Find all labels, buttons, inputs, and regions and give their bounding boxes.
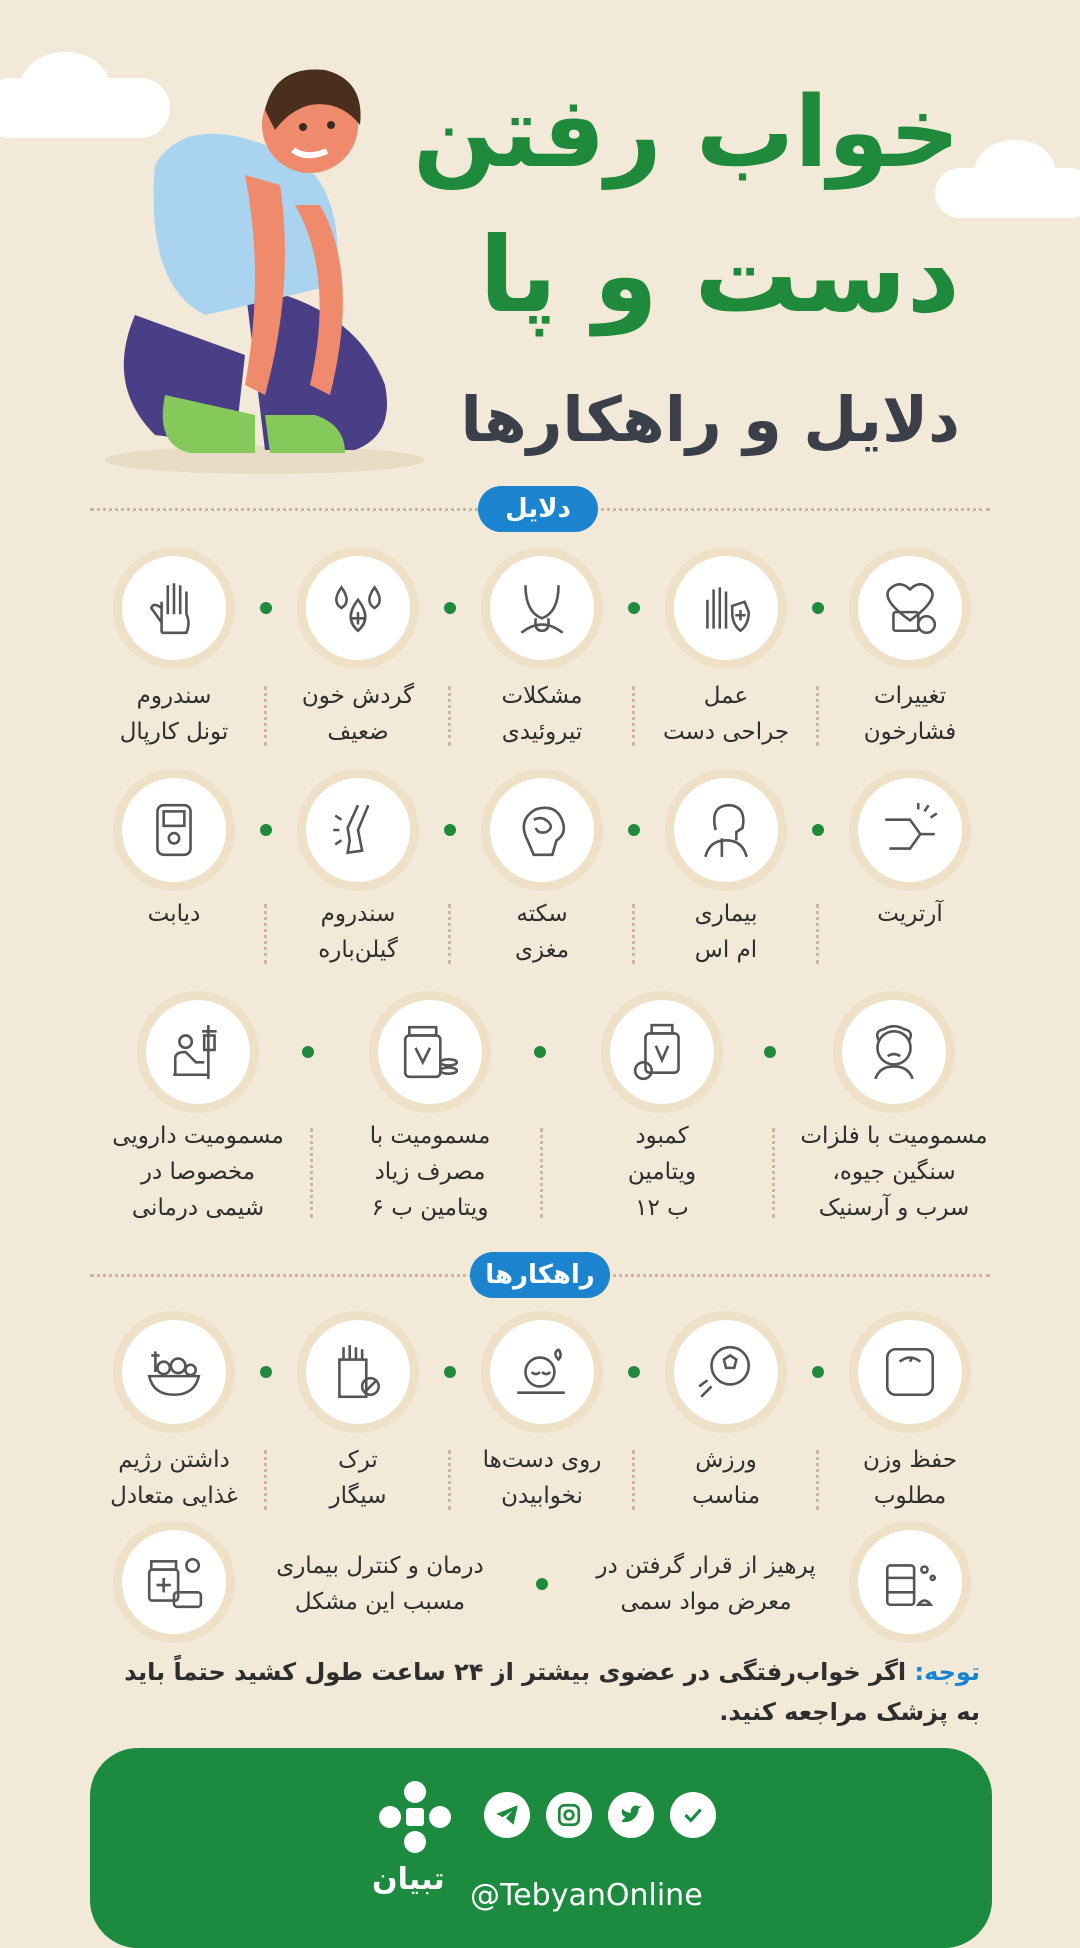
solution-label: داشتن رژیم غذایی متعادل <box>110 1447 238 1509</box>
title-line3: دلایل و راهکارها <box>460 383 960 456</box>
check-icon[interactable] <box>670 1792 716 1838</box>
cause-label: مسمومیت با مصرف زیاد ویتامین ب ۶ <box>369 1123 491 1221</box>
brand-logo-icon <box>378 1780 452 1854</box>
cause-label: مشکلات تیروئیدی <box>501 683 583 745</box>
solution-exercise <box>674 1320 778 1424</box>
sleeping-icon <box>511 1341 573 1403</box>
cause-blood-pressure <box>858 556 962 660</box>
solution-separator <box>816 1450 819 1510</box>
cause-label: تغییرات فشارخون <box>863 683 957 745</box>
cause-label: مسمومیت دارویی مخصوصا در شیمی درمانی <box>112 1123 284 1221</box>
title-line2: دست و پا <box>479 214 960 336</box>
cause-label: عمل جراحی دست <box>662 683 790 745</box>
cause-dot <box>764 1046 776 1058</box>
cause-thyroid <box>490 556 594 660</box>
thyroid-icon <box>511 577 573 639</box>
solution-quit-smoking <box>306 1320 410 1424</box>
poisoned-face-icon <box>863 1021 925 1083</box>
cloud-right-puff <box>975 140 1055 200</box>
cause-b12-deficiency <box>610 1000 714 1104</box>
joint-pain-icon <box>879 799 941 861</box>
footer <box>90 1748 992 1948</box>
instagram-icon[interactable] <box>546 1792 592 1838</box>
cause-dot <box>444 602 456 614</box>
solution-avoid-toxins <box>858 1530 962 1634</box>
brand-name: تبیان <box>372 1862 445 1897</box>
cause-drug-poisoning <box>146 1000 250 1104</box>
leg-icon <box>327 799 389 861</box>
cause-separator <box>448 686 451 746</box>
cause-separator <box>264 904 267 964</box>
cause-separator <box>540 1128 543 1218</box>
footer-handle[interactable]: @TebyanOnline <box>470 1878 703 1913</box>
cause-hand-surgery <box>674 556 778 660</box>
solution-label: روی دست‌ها نخوابیدن <box>482 1447 602 1509</box>
cause-guillain-barre <box>306 778 410 882</box>
cause-stroke <box>490 778 594 882</box>
cause-arthritis <box>858 778 962 882</box>
scale-icon <box>879 1341 941 1403</box>
vitamin-bottle-icon <box>631 1021 693 1083</box>
note-text: اگر خواب‌رفتگی در عضوی بیشتر از ۲۴ ساعت طول کشید حتماً باید به پزشک مراجعه کنید. <box>124 1658 980 1726</box>
cause-label: آرتریت <box>877 901 943 927</box>
cause-label: سکته مغزی <box>514 901 570 963</box>
man-illustration <box>95 55 425 475</box>
cause-dot <box>812 602 824 614</box>
soccer-ball-icon <box>695 1341 757 1403</box>
solutions-pill: راهکارها <box>470 1252 610 1298</box>
cause-ms <box>674 778 778 882</box>
solution-treat-disease <box>122 1530 226 1634</box>
cause-diabetes <box>122 778 226 882</box>
cause-separator <box>816 686 819 746</box>
brain-icon <box>511 799 573 861</box>
solution-dot <box>812 1366 824 1378</box>
note-key: توجه: <box>914 1658 980 1686</box>
cause-label: دیابت <box>147 901 201 927</box>
cause-carpal-tunnel <box>122 556 226 660</box>
cause-label: مسمومیت با فلزات سنگین جیوه، سرب و آرسنیک <box>800 1123 988 1221</box>
no-cigarette-icon <box>327 1341 389 1403</box>
cause-dot <box>534 1046 546 1058</box>
cause-dot <box>812 824 824 836</box>
cause-label: بیماری ام اس <box>694 901 758 963</box>
cause-separator <box>632 904 635 964</box>
hand-surgery-icon <box>695 577 757 639</box>
solution-separator <box>632 1450 635 1510</box>
cause-dot <box>444 824 456 836</box>
cause-label: سندروم تونل کارپال <box>119 683 229 745</box>
cause-separator <box>310 1128 313 1218</box>
solution-label: ورزش مناسب <box>691 1447 761 1509</box>
solution-dot <box>444 1366 456 1378</box>
cause-dot <box>302 1046 314 1058</box>
cause-dot <box>628 824 640 836</box>
title-line1: خواب رفتن <box>412 76 960 190</box>
solution-sleep <box>490 1320 594 1424</box>
solution-separator <box>448 1450 451 1510</box>
medicine-icon <box>143 1551 205 1613</box>
toxic-barrel-icon <box>879 1551 941 1613</box>
solution-label: حفظ وزن مطلوب <box>862 1447 958 1509</box>
cause-heavy-metals <box>842 1000 946 1104</box>
vitamin-jar-icon <box>399 1021 461 1083</box>
ms-patient-icon <box>695 799 757 861</box>
cause-blood-circulation <box>306 556 410 660</box>
cause-dot <box>260 824 272 836</box>
hand-icon <box>143 577 205 639</box>
cause-label: گردش خون ضعیف <box>301 683 415 745</box>
cause-label: کمبود ویتامین ب ۱۲ <box>627 1123 697 1221</box>
cause-dot <box>628 602 640 614</box>
solution-dot <box>260 1366 272 1378</box>
causes-pill: دلایل <box>478 486 598 532</box>
solution-separator <box>264 1450 267 1510</box>
cause-b6-overdose <box>378 1000 482 1104</box>
cause-dot <box>260 602 272 614</box>
cause-label: سندروم گیلن‌باره <box>318 901 398 963</box>
solution-label: درمان و کنترل بیماری مسبب این مشکل <box>276 1553 484 1615</box>
cause-separator <box>448 904 451 964</box>
cause-separator <box>264 686 267 746</box>
chemotherapy-icon <box>167 1021 229 1083</box>
solution-dot <box>536 1578 548 1590</box>
glucometer-icon <box>143 799 205 861</box>
blood-drops-icon <box>327 577 389 639</box>
note <box>100 1652 980 1732</box>
solution-weight <box>858 1320 962 1424</box>
healthy-food-icon <box>143 1341 205 1403</box>
cause-separator <box>816 904 819 964</box>
blood-pressure-icon <box>879 577 941 639</box>
cause-separator <box>632 686 635 746</box>
solution-diet <box>122 1320 226 1424</box>
telegram-icon[interactable] <box>484 1792 530 1838</box>
solution-label: ترک سیگار <box>329 1447 387 1509</box>
solution-dot <box>628 1366 640 1378</box>
cause-separator <box>772 1128 775 1218</box>
solution-label: پرهیز از قرار گرفتن در معرض مواد سمی <box>596 1553 816 1615</box>
twitter-icon[interactable] <box>608 1792 654 1838</box>
